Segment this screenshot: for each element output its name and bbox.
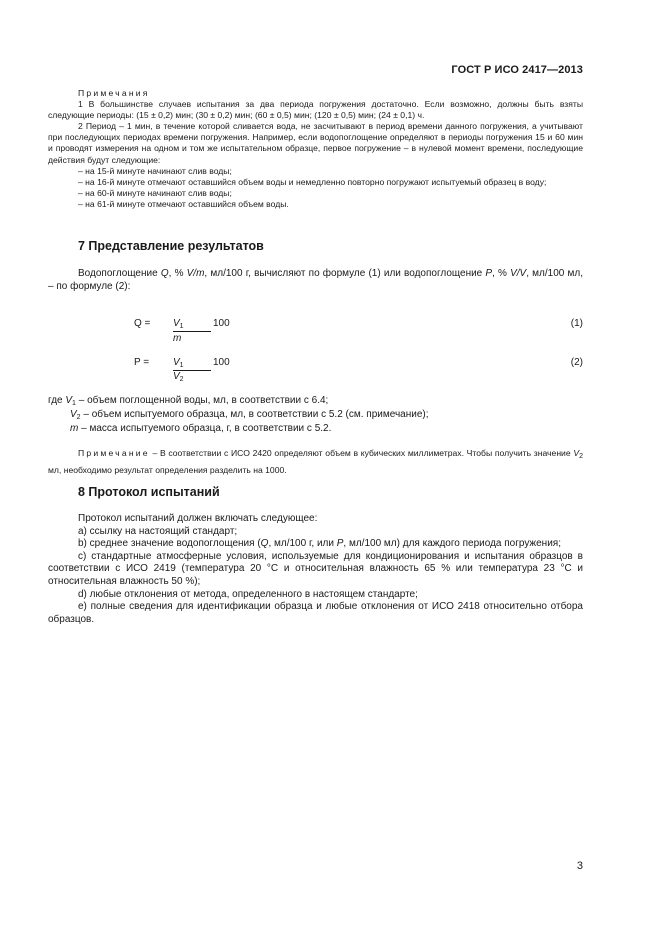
- protocol-item-a: a) ссылку на настоящий стандарт;: [78, 525, 238, 537]
- formula-1-numerator: $V_1$: [173, 318, 211, 332]
- formula-2-multiplier: 100: [213, 357, 230, 368]
- section-7-note: Примечание – В соответствии с ИСО 2420 определяют объем в кубических миллиметрах. Чтобы получить значение $V_2$ мл, необходимо результат определения разделить на 1000.: [48, 448, 583, 475]
- section-8-heading: 8 Протокол испытаний: [78, 485, 220, 499]
- symbol-definitions: [48, 395, 583, 437]
- definition-v2: $V_2$ – объем испытуемого образца, мл, в соответствии с 5.2 (см. примечание);: [70, 409, 429, 421]
- protocol-item-e: e) полные сведения для идентификации образца и любые отклонения от ИСО 2418 относительно отбора образцов.: [48, 601, 583, 625]
- section-8-body: [48, 513, 583, 626]
- protocol-item-d: d) любые отклонения от метода, определенного в настоящем стандарте;: [78, 588, 418, 600]
- notes-block: [48, 88, 583, 210]
- definition-m: m – масса испытуемого образца, г, в соответствии с 5.2.: [70, 423, 332, 434]
- note-2: 2 Период – 1 мин, в течение которой сливается вода, не засчитывают в период времени данного погружения, а учитывают при последующих периодах времени погружения. Например, если водопоглощение определяют в периоды погружения 15 и 60 мин и проводят измерения на одном и том же испытательном образце, первое погружение – в нулевой момент времени, последующие действия будут следующие:: [48, 121, 583, 165]
- note-step-4: – на 61-й минуте отмечают оставшийся объем воды.: [78, 198, 289, 209]
- definition-v1: где $V_1$ – объем поглощенной воды, мл, в соответствии с 6.4;: [48, 395, 329, 407]
- note-1: 1 В большинстве случаев испытания за два периода погружения достаточно. Если возможно, должны быть взяты следующие периоды: (15 ± 0,2) мин; (30 ± 0,2) мин; (60 ± 0,5) мин; (120 ± 0,5) мин; (24 ± 0,1) ч.: [48, 99, 583, 121]
- formula-1: [0, 318, 661, 348]
- formula-1-denominator: m: [173, 333, 182, 344]
- notes-title: Примечания: [78, 88, 150, 98]
- formula-1-multiplier: 100: [213, 318, 230, 329]
- formula-2-label: P =: [134, 357, 150, 368]
- protocol-item-c: c) стандартные атмосферные условия, используемые для кондиционирования и испытания образцов в соответствии с ИСО 2419 (температура 20 °С и относительная влажность 65 % или температура 23 °С и относительная влажность 50 %);: [48, 550, 583, 587]
- formula-2: [0, 357, 661, 387]
- formula-1-label: Q =: [134, 318, 151, 329]
- section-8-intro: Протокол испытаний должен включать следующее:: [78, 513, 318, 524]
- document-id: ГОСТ Р ИСО 2417—2013: [451, 64, 583, 76]
- section-7-intro: Водопоглощение Q, % V/m, мл/100 г, вычисляют по формуле (1) или водопоглощение P, % V/V, мл/100 мл, – по формуле (2):: [48, 268, 583, 292]
- note-step-1: – на 15-й минуте начинают слив воды;: [78, 165, 232, 176]
- protocol-item-b: b) среднее значение водопоглощения (Q, мл/100 г, или P, мл/100 мл) для каждого периода погружения;: [78, 538, 561, 550]
- section-7-heading: 7 Представление результатов: [78, 239, 264, 253]
- formula-2-number: (2): [570, 357, 583, 368]
- note-step-3: – на 60-й минуте начинают слив воды;: [78, 187, 232, 198]
- note-step-2: – на 16-й минуте отмечают оставшийся объем воды и немедленно повторно погружают испытуемый образец в воду;: [78, 176, 547, 187]
- formula-1-number: (1): [570, 318, 583, 329]
- formula-2-numerator: $V_1$: [173, 357, 211, 371]
- page-number: 3: [576, 860, 583, 872]
- formula-2-denominator: $V_2$: [173, 371, 184, 383]
